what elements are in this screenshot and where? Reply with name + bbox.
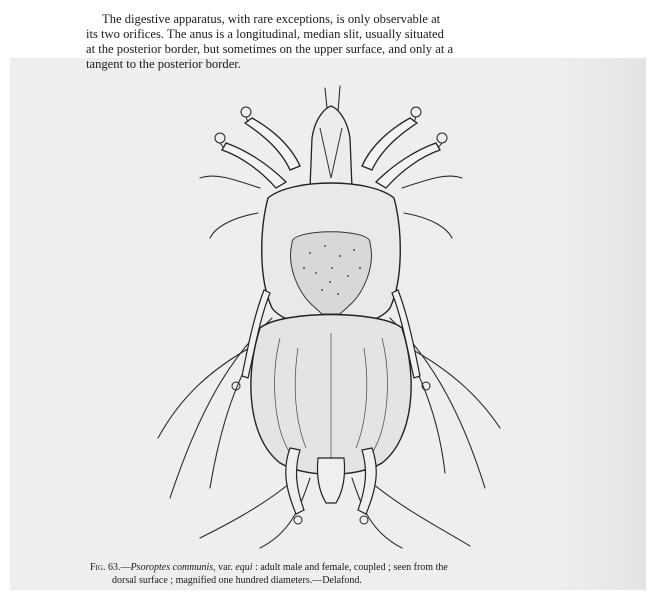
caption-line-1 [90,562,560,575]
caption-description: : adult male and female, coupled ; seen from the [255,562,448,573]
figure-number: Fig. 63.— [90,562,131,573]
figure-caption [90,562,560,587]
paragraph-line: tangent to the posterior border. [86,57,241,71]
paragraph-line: at the posterior border, but sometimes on the upper surface, and only at a [86,42,454,56]
plate-shading [560,58,646,590]
paragraph-line: its two orifices. The anus is a longitudinal, median slit, usually situated [86,27,444,41]
mite-engraving-icon [140,78,520,556]
body-paragraph [86,12,556,72]
species-name: Psoroptes communis, [130,562,216,573]
variety-name: equi [235,562,253,573]
caption-line-2: dorsal surface ; magnified one hundred diameters.—Delafond. [112,574,362,586]
variety-label: var. [215,562,236,573]
paragraph-line: The digestive apparatus, with rare exceptions, is only observable at [102,12,441,26]
